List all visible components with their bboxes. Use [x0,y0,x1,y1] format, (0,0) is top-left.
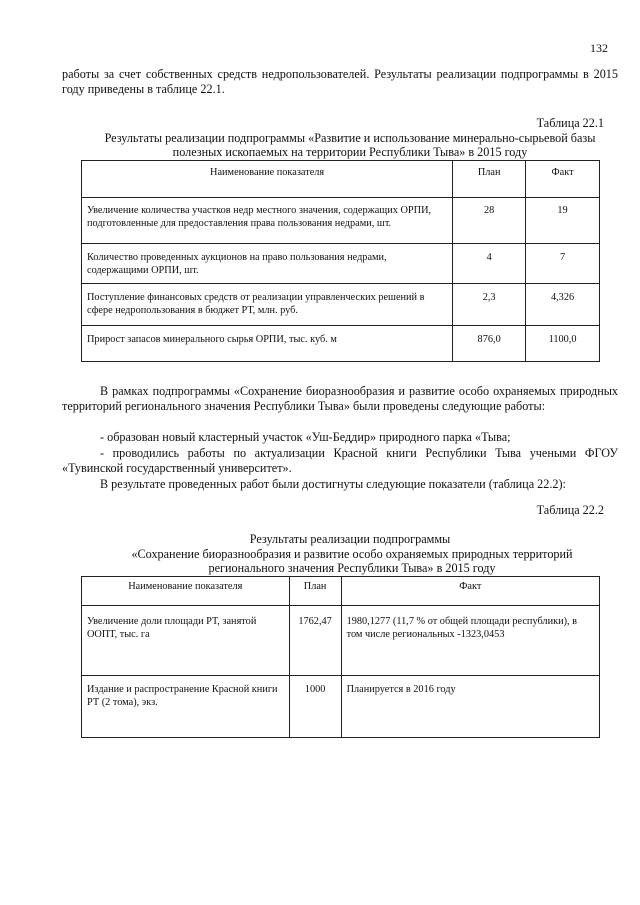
table2-label: Таблица 22.2 [536,503,604,517]
table1-cell-fact: 4,326 [526,284,600,326]
table1-cell-plan: 2,3 [453,284,526,326]
table2-cell-fact: 1980,1277 (11,7 % от общей площади республики), в том числе региональных -1323,0453 [341,606,599,676]
table2-cell-indicator: Издание и распространение Красной книги РТ (2 тома), экз. [82,676,290,738]
table-row [82,284,600,326]
table1-title: Результаты реализации подпрограммы «Развитие и использование минерально-сырьевой базы полезных ископаемых на территории Республики Тыва» в 2015 году [104,131,596,159]
table-row [82,676,600,738]
table-row [82,606,600,676]
table2-header-plan: План [289,577,341,606]
table2-cell-plan: 1762,47 [289,606,341,676]
table1-cell-fact: 19 [526,198,600,244]
table2-header-indicator: Наименование показателя [82,577,290,606]
body-list-item-2: - проводились работы по актуализации Красной книги Республики Тыва учеными ФГОУ «Тувинской государственный университет». [62,446,618,475]
table1-cell-indicator: Количество проведенных аукционов на право пользования недрами, содержащими ОРПИ, шт. [82,244,453,284]
table1-header-row [82,161,600,198]
table2-cell-indicator: Увеличение доли площади РТ, занятой ООПТ, тыс. га [82,606,290,676]
table1-cell-plan: 28 [453,198,526,244]
body-paragraph-1: В рамках подпрограммы «Сохранение биоразнообразия и развитие особо охраняемых природных территорий регионального значения Республики Тыва» были проведены следующие работы: [62,384,618,413]
table1-cell-plan: 876,0 [453,326,526,362]
table1 [81,160,600,362]
body-list-item-1: - образован новый кластерный участок «Уш-Беддир» природного парка «Тыва; [100,430,511,444]
table2 [81,576,600,738]
table1-cell-fact: 7 [526,244,600,284]
table1-label: Таблица 22.1 [536,116,604,130]
table2-cell-plan: 1000 [289,676,341,738]
intro-paragraph: работы за счет собственных средств недропользователей. Результаты реализации подпрограммы в 2015 году приведены в таблице 22.1. [62,67,618,96]
page-number: 132 [590,41,608,55]
table-row [82,198,600,244]
table1-cell-indicator: Поступление финансовых средств от реализации управленческих решений в сфере недропользования в бюджет РТ, млн. руб. [82,284,453,326]
table2-header-fact: Факт [341,577,599,606]
body-paragraph-2: В результате проведенных работ были достигнуты следующие показатели (таблица 22.2): [100,477,566,491]
table1-cell-fact: 1100,0 [526,326,600,362]
table2-title-line2: «Сохранение биоразнообразия и развитие особо охраняемых природных территорий регионального значения Республики Тыва» в 2015 году [131,547,573,575]
table-row [82,326,600,362]
table2-cell-fact: Планируется в 2016 году [341,676,599,738]
table1-cell-indicator: Увеличение количества участков недр местного значения, содержащих ОРПИ, подготовленные для предоставления права пользования недрами, шт. [82,198,453,244]
table2-title-line1: Результаты реализации подпрограммы [249,532,451,546]
table2-header-row [82,577,600,606]
table-row [82,244,600,284]
table1-header-indicator: Наименование показателя [82,161,453,198]
table1-header-fact: Факт [526,161,600,198]
table1-cell-indicator: Прирост запасов минерального сырья ОРПИ, тыс. куб. м [82,326,453,362]
table1-header-plan: План [453,161,526,198]
table1-cell-plan: 4 [453,244,526,284]
